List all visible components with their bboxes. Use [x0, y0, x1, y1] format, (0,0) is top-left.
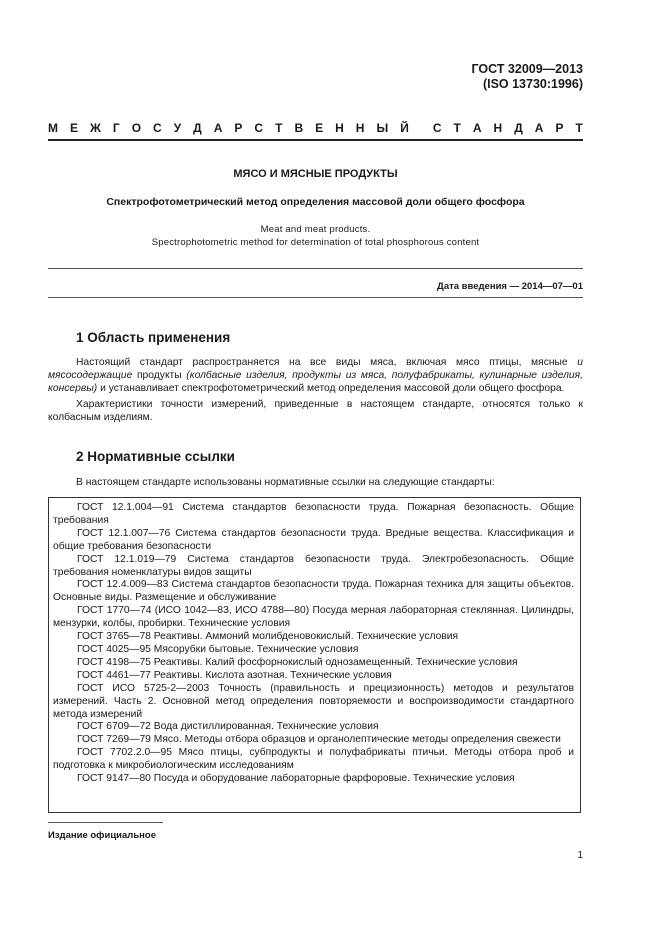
- edition-note: Издание официальное: [48, 830, 156, 841]
- document-designation: [471, 62, 583, 92]
- reference-item: ГОСТ 4025—95 Мясорубки бытовые. Технические условия: [77, 643, 359, 655]
- interstate-letter: Е: [70, 121, 79, 135]
- reference-item: ГОСТ 12.1.007—76 Система стандартов безопасности труда. Вредные вещества. Классификация и общие требования безопасности: [53, 527, 574, 552]
- english-title-line-1: Meat and meat products.: [260, 224, 371, 235]
- interstate-letter: Й: [400, 121, 409, 135]
- reference-item: ГОСТ 12.1.004—91 Система стандартов безопасности труда. Пожарная безопасность. Общие требования: [53, 502, 574, 526]
- page-number: 1: [577, 850, 583, 861]
- interstate-letter: А: [534, 121, 544, 135]
- interstate-standard-heading: [48, 121, 583, 135]
- scope-text-italic-1: и мясосодержащие: [48, 357, 583, 381]
- interstate-letter: С: [432, 121, 442, 135]
- reference-item: ГОСТ 3765—78 Реактивы. Аммоний молибденовокислый. Технические условия: [77, 631, 459, 643]
- reference-item: ГОСТ 9147—80 Посуда и оборудование лабораторные фарфоровые. Технические условия: [77, 773, 515, 785]
- interstate-letter: А: [472, 121, 482, 135]
- reference-item: ГОСТ 12.4.009—83 Система стандартов безопасности труда. Пожарная техника для защиты объектов. Основные виды. Размещение и обслуживание: [53, 579, 574, 604]
- interstate-letter: Т: [453, 121, 461, 135]
- interstate-letter: Е: [315, 121, 324, 135]
- iso-number: (ISO 13730:1996): [482, 77, 583, 91]
- interstate-letter: Н: [335, 121, 344, 135]
- interstate-letter: У: [173, 121, 182, 135]
- interstate-letter: С: [153, 121, 162, 135]
- section-1-heading: 1 Область применения: [76, 330, 231, 345]
- accuracy-paragraph: Характеристики точности измерений, приведенные в настоящем стандарте, относятся только к колбасным изделиям.: [48, 399, 583, 423]
- scope-text-3: и устанавливает спектрофотометрический метод определения массовой доли общего фосфора.: [97, 383, 565, 394]
- interstate-letter: А: [213, 121, 223, 135]
- scope-paragraph: [48, 356, 583, 395]
- introduction-date: Дата введения — 2014—07—01: [437, 281, 583, 292]
- reference-item: ГОСТ 4461—77 Реактивы. Кислота азотная. Технические условия: [77, 669, 392, 681]
- reference-item: ГОСТ 4198—75 Реактивы. Калий фосфорнокислый однозамещенный. Технические условия: [77, 656, 518, 668]
- reference-item: ГОСТ ИСО 5725-2—2003 Точность (правильность и прецизионность) методов и результатов измерений. Часть 2. Основной метод определения повторяемости и воспроизводимости стандартного метода измерений: [53, 682, 574, 720]
- interstate-letter: Ж: [90, 121, 101, 135]
- scope-text-2: продукты: [132, 370, 187, 381]
- references-list: [48, 497, 581, 813]
- title-rule: [48, 268, 583, 269]
- interstate-letter: М: [48, 121, 58, 135]
- interstate-letter: Р: [234, 121, 243, 135]
- reference-item: ГОСТ 1770—74 (ИСО 1042—83, ИСО 4788—80) Посуда мерная лабораторная стеклянная. Цилиндры, мензурки, колбы, пробирки. Технические условия: [53, 605, 574, 630]
- section-2-intro: [48, 476, 583, 492]
- interstate-letter: О: [131, 121, 142, 135]
- interstate-letter: Т: [275, 121, 283, 135]
- reference-item: ГОСТ 6709—72 Вода дистиллированная. Технические условия: [77, 721, 379, 733]
- english-title: [48, 223, 583, 249]
- interstate-letter: В: [294, 121, 304, 135]
- scope-text-italic-2: (колбасные изделия, продукты из мяса, полуфабрикаты, кулинарные изделия, консервы): [48, 370, 584, 394]
- reference-item: ГОСТ 7269—79 Мясо. Методы отбора образцов и органолептические методы определения свежести: [77, 734, 561, 746]
- header-rule: [48, 139, 583, 141]
- scope-text-1: Настоящий стандарт распространяется на все виды мяса, включая мясо птицы, мясные: [76, 357, 578, 368]
- interstate-letter: Р: [555, 121, 564, 135]
- section-2-heading: 2 Нормативные ссылки: [76, 449, 235, 464]
- interstate-letter: Д: [193, 121, 202, 135]
- references-intro: В настоящем стандарте использованы нормативные ссылки на следующие стандарты:: [76, 477, 495, 488]
- interstate-letter: Г: [112, 121, 120, 135]
- method-title: Спектрофотометрический метод определения массовой доли общего фосфора: [106, 196, 525, 208]
- standard-title: МЯСО И МЯСНЫЕ ПРОДУКТЫ: [233, 168, 398, 180]
- reference-item: ГОСТ 12.1.019—79 Система стандартов безопасности труда. Электробезопасность. Общие требования номенклатуры видов защиты: [53, 553, 574, 578]
- english-title-line-2: Spectrophotometric method for determination of total phosphorous content: [151, 237, 480, 248]
- date-rule: [48, 297, 583, 298]
- gost-number: ГОСТ 32009—2013: [471, 62, 583, 76]
- interstate-letter: С: [254, 121, 264, 135]
- interstate-letter: Н: [493, 121, 503, 135]
- interstate-letter: Т: [575, 121, 583, 135]
- interstate-letter: Д: [514, 121, 523, 135]
- interstate-letter: Н: [355, 121, 365, 135]
- footer-rule: [48, 822, 163, 823]
- reference-item: ГОСТ 7702.2.0—95 Мясо птицы, субпродукты и полуфабрикаты птичьи. Методы отбора проб и подготовка к микробиологическим исследованиям: [53, 747, 574, 772]
- section-1-body: [48, 356, 583, 427]
- interstate-letter: Ы: [376, 121, 389, 135]
